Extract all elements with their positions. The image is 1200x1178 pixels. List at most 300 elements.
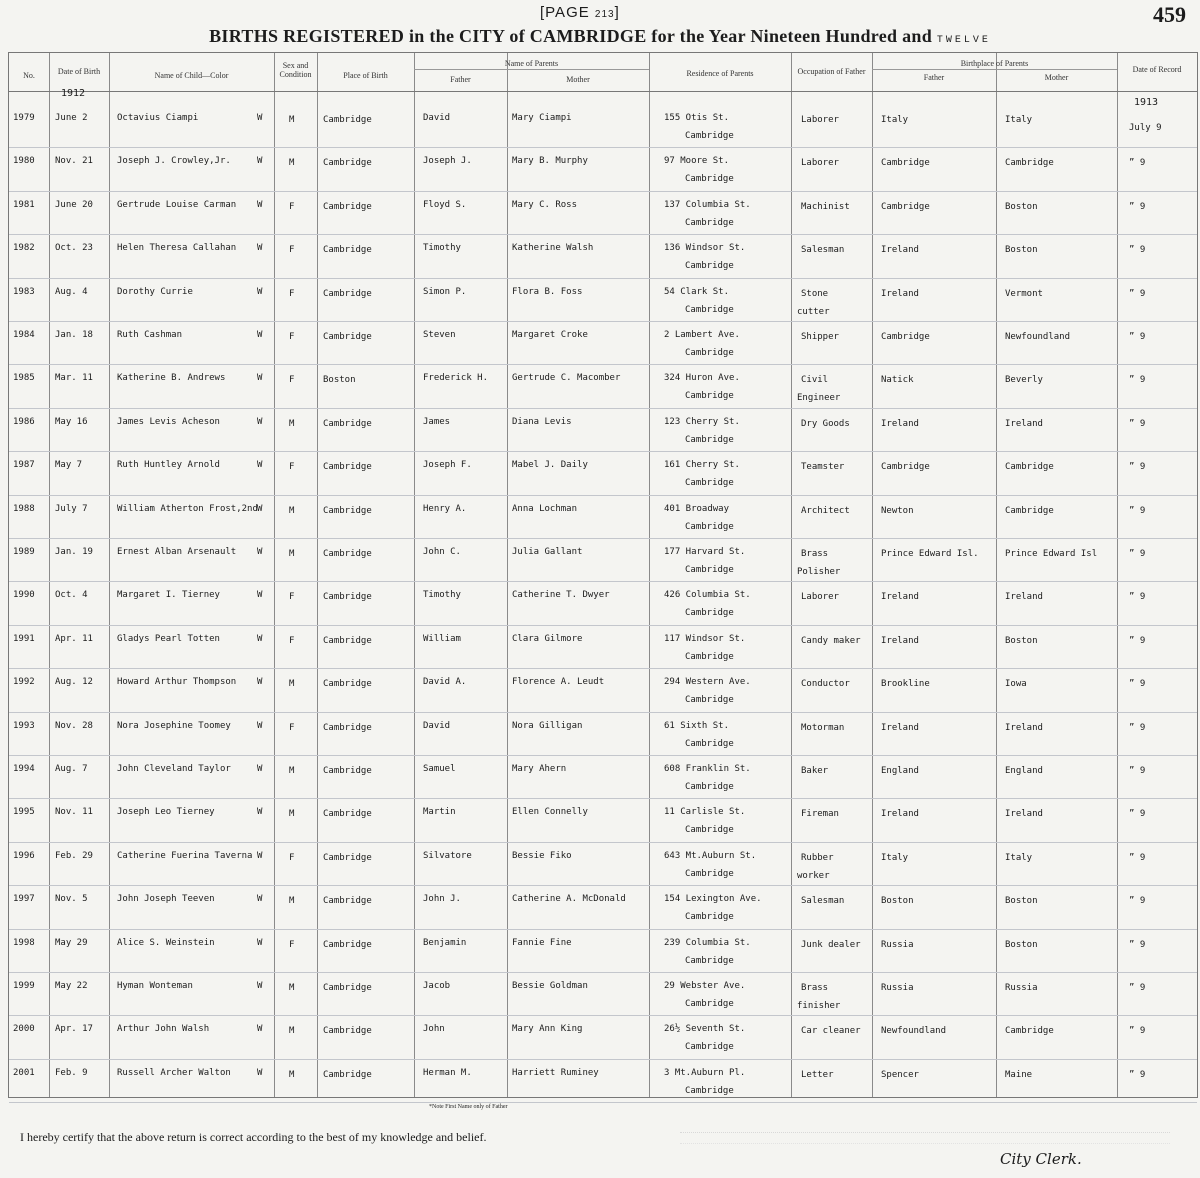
place-of-birth: Cambridge [323, 288, 372, 299]
col-header-residence: Residence of Parents [686, 69, 754, 78]
father-birthplace: Natick [881, 375, 914, 386]
father-name: John C. [423, 547, 461, 557]
birth-date: May 29 [55, 937, 88, 948]
mother-birthplace: Vermont [1005, 288, 1043, 299]
sex: F [289, 635, 295, 646]
place-of-birth: Cambridge [323, 896, 372, 907]
mother-birthplace: Italy [1005, 115, 1033, 125]
record-number: 1996 [13, 850, 35, 861]
sex: M [289, 1026, 295, 1037]
birth-date: Aug. 4 [55, 286, 88, 297]
record-number: 1997 [13, 894, 35, 905]
father-occupation: Shipper [801, 332, 839, 342]
residence-street: 11 Carlisle St. [664, 807, 746, 818]
clerk-signature: City Clerk. [1000, 1150, 1082, 1168]
father-occupation: Rubber [801, 852, 834, 863]
mother-name: Mary Ann King [512, 1024, 583, 1035]
table-row [9, 409, 1197, 452]
sex: M [289, 158, 295, 169]
residence-city: Cambridge [685, 955, 734, 966]
father-birthplace: Ireland [881, 418, 919, 429]
record-number: 1982 [13, 243, 35, 254]
father-occupation: Teamster [801, 462, 845, 473]
col-header-occupation: Occupation of Father [797, 67, 866, 76]
record-number: 1985 [13, 373, 35, 384]
record-number: 2001 [13, 1067, 35, 1078]
mother-birthplace: Ireland [1005, 592, 1043, 603]
father-name: John [423, 1024, 445, 1035]
place-of-birth: Cambridge [323, 809, 372, 820]
mother-birthplace: Ireland [1005, 418, 1043, 429]
mother-birthplace: Cambridge [1005, 1026, 1054, 1037]
mother-birthplace: Boston [1005, 201, 1038, 212]
residence-street: 324 Huron Ave. [664, 373, 740, 384]
place-of-birth: Cambridge [323, 983, 372, 993]
title-text: BIRTHS REGISTERED in the CITY of CAMBRIDGE for the Year Nineteen Hundred and [209, 26, 933, 46]
father-name-note: *Note First Name only of Father [429, 1104, 508, 1111]
color-mark: W [257, 807, 263, 818]
table-row [9, 843, 1197, 886]
record-number: 1986 [13, 416, 35, 427]
page-label-number: 213 [594, 9, 615, 20]
child-name: Ruth Cashman [117, 330, 183, 340]
color-mark: W [257, 416, 263, 427]
residence-city: Cambridge [685, 131, 734, 141]
record-date: ” 9 [1129, 549, 1146, 559]
father-birthplace: Ireland [881, 245, 919, 256]
residence-city: Cambridge [685, 217, 734, 228]
col-header-parents: Name of Parents [504, 59, 559, 68]
col-header-bp-mother: Mother [1044, 73, 1069, 82]
father-name: Samuel [423, 764, 456, 774]
table-row [9, 148, 1197, 191]
sex: F [289, 201, 295, 212]
mother-birthplace: Boston [1005, 896, 1038, 907]
birth-date: Mar. 11 [55, 373, 93, 384]
mother-name: Flora B. Foss [512, 286, 583, 297]
col-header-mother: Mother [566, 75, 590, 84]
father-occupation: Junk dealer [801, 939, 861, 950]
sex: M [289, 983, 295, 993]
father-name: Herman M. [423, 1067, 472, 1078]
sex: F [289, 332, 295, 342]
table-row [9, 626, 1197, 669]
father-occupation: Motorman [801, 722, 845, 733]
child-name: John Cleveland Taylor [117, 764, 231, 774]
birth-date: Apr. 11 [55, 633, 93, 644]
child-name: Joseph J. Crowley,Jr. [117, 156, 231, 167]
residence-street: 123 Cherry St. [664, 416, 740, 427]
residence-city: Cambridge [685, 608, 734, 619]
mother-name: Mary Ciampi [512, 113, 572, 123]
residence-street: 239 Columbia St. [664, 937, 751, 948]
child-name: Dorothy Currie [117, 286, 193, 297]
birth-date: June 2 [55, 113, 88, 123]
father-occupation-line2: Polisher [797, 567, 841, 577]
father-name: James [423, 416, 451, 427]
record-date: ” 9 [1129, 418, 1146, 429]
residence-city: Cambridge [685, 695, 734, 706]
father-occupation: Fireman [801, 809, 839, 820]
father-name: Frederick H. [423, 373, 489, 384]
father-name: Benjamin [423, 937, 467, 948]
residence-city: Cambridge [685, 1085, 734, 1096]
record-number: 1994 [13, 764, 35, 774]
residence-street: 155 Otis St. [664, 113, 730, 123]
residence-city: Cambridge [685, 304, 734, 315]
residence-street: 608 Franklin St. [664, 764, 751, 774]
color-mark: W [257, 503, 263, 514]
record-date: ” 9 [1129, 592, 1146, 603]
child-name: Katherine B. Andrews [117, 373, 226, 384]
father-birthplace: Ireland [881, 809, 919, 820]
sex: M [289, 809, 295, 820]
color-mark: W [257, 590, 263, 601]
father-birthplace: Cambridge [881, 158, 930, 169]
birth-date: May 16 [55, 416, 88, 427]
color-mark: W [257, 850, 263, 861]
place-of-birth: Cambridge [323, 939, 372, 950]
residence-city: Cambridge [685, 261, 734, 272]
record-date: ” 9 [1129, 375, 1146, 386]
birth-date: Nov. 11 [55, 807, 93, 818]
color-mark: W [257, 286, 263, 297]
record-number: 1998 [13, 937, 35, 948]
residence-city: Cambridge [685, 521, 734, 532]
residence-city: Cambridge [685, 782, 734, 792]
record-date: ” 9 [1129, 201, 1146, 212]
place-of-birth: Cambridge [323, 201, 372, 212]
father-name: John J. [423, 894, 461, 905]
father-birthplace: Brookline [881, 679, 930, 690]
residence-city: Cambridge [685, 868, 734, 879]
record-date: ” 9 [1129, 852, 1146, 863]
record-year: 1913 [1134, 97, 1159, 108]
father-name: David [423, 720, 451, 731]
record-date: ” 9 [1129, 722, 1146, 733]
father-occupation: Civil [801, 375, 829, 386]
sex: F [289, 462, 295, 473]
father-birthplace: Cambridge [881, 201, 930, 212]
father-occupation-line2: worker [797, 870, 830, 881]
row-rule [9, 1102, 1197, 1103]
father-occupation: Brass [801, 983, 829, 993]
birth-date: Nov. 21 [55, 156, 93, 167]
residence-street: 294 Western Ave. [664, 677, 751, 688]
child-name: Gertrude Louise Carman [117, 199, 237, 210]
header-subrule [414, 69, 649, 70]
child-name: Helen Theresa Callahan [117, 243, 237, 254]
father-name: Floyd S. [423, 199, 467, 210]
header-rule [9, 91, 1197, 92]
mother-name: Ellen Connelly [512, 807, 588, 818]
residence-street: 137 Columbia St. [664, 199, 751, 210]
mother-birthplace: Maine [1005, 1069, 1033, 1080]
table-row [9, 886, 1197, 929]
record-number: 1992 [13, 677, 35, 688]
father-birthplace: Ireland [881, 635, 919, 646]
child-name: Margaret I. Tierney [117, 590, 220, 601]
residence-street: 26½ Seventh St. [664, 1024, 746, 1035]
mother-name: Mary C. Ross [512, 199, 578, 210]
place-of-birth: Cambridge [323, 679, 372, 690]
mother-birthplace: Newfoundland [1005, 332, 1071, 342]
residence-street: 643 Mt.Auburn St. [664, 850, 757, 861]
record-number: 1999 [13, 981, 35, 991]
mother-birthplace: Boston [1005, 635, 1038, 646]
table-row [9, 496, 1197, 539]
father-name: Henry A. [423, 503, 467, 514]
residence-street: 426 Columbia St. [664, 590, 751, 601]
record-date: ” 9 [1129, 809, 1146, 820]
record-number: 1993 [13, 720, 35, 731]
table-row [9, 713, 1197, 756]
birth-year: 1912 [61, 88, 86, 99]
father-name: Joseph F. [423, 460, 472, 471]
table-row [9, 322, 1197, 365]
residence-city: Cambridge [685, 565, 734, 575]
birth-date: May 7 [55, 460, 83, 471]
table-row [9, 105, 1197, 148]
record-date: ” 9 [1129, 896, 1146, 907]
father-birthplace: Ireland [881, 288, 919, 299]
residence-street: 61 Sixth St. [664, 720, 730, 731]
residence-street: 117 Windsor St. [664, 633, 746, 644]
record-number: 1987 [13, 460, 35, 471]
mother-name: Catherine T. Dwyer [512, 590, 610, 601]
birth-date: Oct. 23 [55, 243, 93, 254]
birth-date: Feb. 9 [55, 1067, 88, 1078]
color-mark: W [257, 633, 263, 644]
mother-name: Margaret Croke [512, 330, 588, 340]
mother-name: Nora Gilligan [512, 720, 583, 731]
table-row [9, 1016, 1197, 1059]
col-header-birthplace: Birthplace of Parents [960, 59, 1029, 68]
record-date: ” 9 [1129, 1069, 1146, 1080]
residence-city: Cambridge [685, 478, 734, 489]
mother-birthplace: Boston [1005, 245, 1038, 256]
color-mark: W [257, 199, 263, 210]
record-date: ” 9 [1129, 462, 1146, 473]
residence-street: 97 Moore St. [664, 156, 730, 167]
color-mark: W [257, 243, 263, 254]
residence-city: Cambridge [685, 434, 734, 445]
record-number: 1979 [13, 113, 35, 123]
father-name: Simon P. [423, 286, 467, 297]
father-occupation-line2: Engineer [797, 393, 841, 404]
father-name: Martin [423, 807, 456, 818]
child-name: James Levis Acheson [117, 416, 220, 427]
residence-street: 136 Windsor St. [664, 243, 746, 254]
table-row [9, 365, 1197, 408]
header-subrule [872, 69, 1117, 70]
father-birthplace: Prince Edward Isl. [881, 549, 979, 559]
sex: M [289, 549, 295, 559]
page-title [0, 26, 1200, 47]
place-of-birth: Cambridge [323, 505, 372, 516]
father-birthplace: Russia [881, 983, 914, 993]
table-row [9, 279, 1197, 322]
mother-name: Bessie Fiko [512, 850, 572, 861]
child-name: John Joseph Teeven [117, 894, 215, 905]
father-occupation-line2: cutter [797, 306, 830, 317]
father-birthplace: England [881, 766, 919, 776]
mother-birthplace: Prince Edward Isl [1005, 549, 1098, 559]
birth-date: Jan. 19 [55, 547, 93, 557]
place-of-birth: Cambridge [323, 418, 372, 429]
col-header-father: Father [450, 75, 471, 84]
color-mark: W [257, 764, 263, 774]
table-row [9, 235, 1197, 278]
father-occupation: Stone [801, 288, 829, 299]
child-name: Ernest Alban Arsenault [117, 547, 237, 557]
color-mark: W [257, 330, 263, 340]
record-number: 1990 [13, 590, 35, 601]
mother-name: Anna Lochman [512, 503, 578, 514]
child-name: Ruth Huntley Arnold [117, 460, 220, 471]
record-number: 2000 [13, 1024, 35, 1035]
place-of-birth: Cambridge [323, 115, 372, 125]
mother-birthplace: Italy [1005, 852, 1033, 863]
col-header-sex: Sex and Condition [279, 61, 312, 79]
mother-name: Diana Levis [512, 416, 572, 427]
place-of-birth: Cambridge [323, 722, 372, 733]
father-birthplace: Ireland [881, 722, 919, 733]
father-occupation: Baker [801, 766, 829, 776]
place-of-birth: Cambridge [323, 245, 372, 256]
father-birthplace: Newton [881, 505, 914, 516]
mother-name: Julia Gallant [512, 547, 583, 557]
sex: M [289, 766, 295, 776]
place-of-birth: Cambridge [323, 592, 372, 603]
mother-name: Clara Gilmore [512, 633, 583, 644]
faint-bleedthrough [680, 1132, 1170, 1144]
birth-date: Aug. 7 [55, 764, 88, 774]
place-of-birth: Cambridge [323, 462, 372, 473]
place-of-birth: Cambridge [323, 1026, 372, 1037]
birth-date: Nov. 5 [55, 894, 88, 905]
title-year-word: TWELVE [936, 35, 991, 46]
father-birthplace: Boston [881, 896, 914, 907]
father-occupation: Conductor [801, 679, 850, 690]
record-date: ” 9 [1129, 158, 1146, 169]
residence-city: Cambridge [685, 1042, 734, 1053]
father-occupation: Letter [801, 1069, 834, 1080]
father-occupation-line2: finisher [797, 1001, 841, 1011]
residence-city: Cambridge [685, 348, 734, 358]
color-mark: W [257, 937, 263, 948]
col-header-no: No. [23, 71, 35, 80]
mother-name: Mary Ahern [512, 764, 567, 774]
sex: M [289, 1069, 295, 1080]
father-birthplace: Ireland [881, 592, 919, 603]
place-of-birth: Cambridge [323, 635, 372, 646]
mother-birthplace: Ireland [1005, 809, 1043, 820]
sex: M [289, 505, 295, 516]
record-date: ” 9 [1129, 983, 1146, 993]
mother-name: Mary B. Murphy [512, 156, 588, 167]
child-name: William Atherton Frost,2nd [117, 503, 258, 514]
birth-date: Feb. 29 [55, 850, 93, 861]
father-occupation: Laborer [801, 592, 839, 603]
mother-name: Fannie Fine [512, 937, 572, 948]
record-date: ” 9 [1129, 245, 1146, 256]
mother-birthplace: Cambridge [1005, 462, 1054, 473]
place-of-birth: Cambridge [323, 332, 372, 342]
record-date: ” 9 [1129, 332, 1146, 342]
father-name: Steven [423, 330, 456, 340]
record-date: ” 9 [1129, 505, 1146, 516]
table-row [9, 1060, 1197, 1103]
record-number: 1980 [13, 156, 35, 167]
color-mark: W [257, 460, 263, 471]
father-birthplace: Italy [881, 852, 909, 863]
father-occupation: Salesman [801, 245, 845, 256]
record-date: ” 9 [1129, 939, 1146, 950]
birth-date: Oct. 4 [55, 590, 88, 601]
place-of-birth: Boston [323, 375, 356, 386]
mother-birthplace: England [1005, 766, 1043, 776]
residence-street: 3 Mt.Auburn Pl. [664, 1067, 746, 1078]
father-occupation: Salesman [801, 896, 845, 907]
father-name: Joseph J. [423, 156, 472, 167]
mother-name: Florence A. Leudt [512, 677, 605, 688]
col-header-date: Date of Birth [57, 67, 101, 76]
place-of-birth: Cambridge [323, 766, 372, 776]
mother-name: Harriett Ruminey [512, 1067, 599, 1078]
father-name: David [423, 113, 451, 123]
mother-birthplace: Cambridge [1005, 158, 1054, 169]
residence-street: 2 Lambert Ave. [664, 330, 740, 340]
sex: F [289, 939, 295, 950]
col-header-record: Date of Record [1132, 65, 1182, 74]
table-row [9, 192, 1197, 235]
birth-date: May 22 [55, 981, 88, 991]
sex: F [289, 375, 295, 386]
mother-birthplace: Ireland [1005, 722, 1043, 733]
sex: F [289, 722, 295, 733]
father-name: Jacob [423, 981, 451, 991]
residence-city: Cambridge [685, 174, 734, 185]
father-occupation: Dry Goods [801, 418, 850, 429]
sex: F [289, 288, 295, 299]
place-of-birth: Cambridge [323, 549, 372, 559]
residence-city: Cambridge [685, 391, 734, 402]
child-name: Catherine Fuerina Taverna [117, 850, 253, 861]
father-name: William [423, 633, 461, 644]
page-number: 459 [1153, 2, 1186, 27]
sex: F [289, 592, 295, 603]
mother-birthplace: Cambridge [1005, 505, 1054, 516]
father-birthplace: Russia [881, 939, 914, 950]
residence-city: Cambridge [685, 912, 734, 923]
mother-name: Catherine A. McDonald [512, 894, 626, 905]
table-row [9, 539, 1197, 582]
record-date: July 9 [1129, 123, 1162, 133]
record-date: ” 9 [1129, 766, 1146, 776]
place-of-birth: Cambridge [323, 158, 372, 169]
sex: M [289, 896, 295, 907]
record-date: ” 9 [1129, 679, 1146, 690]
col-header-place: Place of Birth [343, 71, 388, 80]
record-number: 1984 [13, 330, 35, 340]
birth-date: Nov. 28 [55, 720, 93, 731]
births-ledger-table [8, 52, 1198, 1111]
father-birthplace: Italy [881, 115, 909, 125]
sex: F [289, 245, 295, 256]
father-occupation: Candy maker [801, 635, 861, 646]
mother-birthplace: Beverly [1005, 375, 1043, 386]
